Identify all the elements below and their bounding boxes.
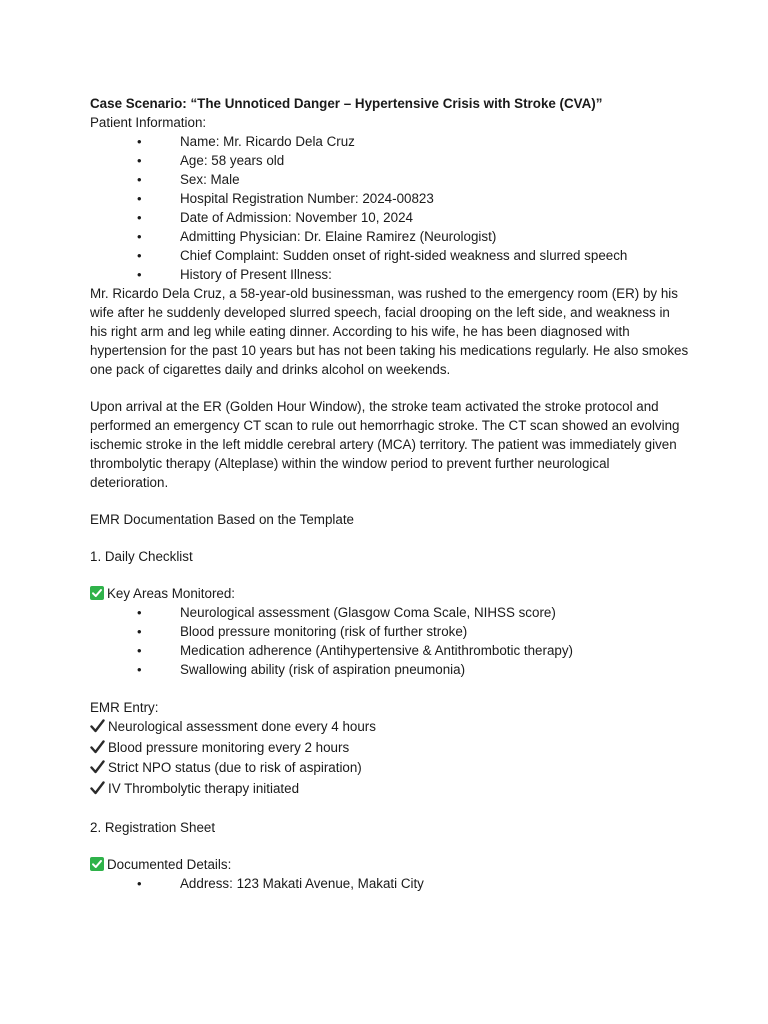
patient-info-heading: Patient Information:: [90, 115, 207, 130]
emr-entry-label: EMR Entry:: [90, 700, 159, 715]
documented-list: [90, 874, 690, 893]
list-item: Blood pressure monitoring every 2 hours: [90, 738, 690, 759]
list-item: • Medication adherence (Antihypertensive & Antithrombotic therapy): [90, 641, 690, 660]
documented-label-row: [90, 855, 690, 874]
key-areas-list: [90, 603, 690, 679]
key-areas-label-row: [90, 584, 690, 603]
list-item: Neurological assessment done every 4 hours: [90, 717, 690, 738]
list-item: • Name: Mr. Ricardo Dela Cruz: [90, 132, 690, 151]
heavy-check-mark-icon: [90, 760, 105, 781]
emr-entry-list: [90, 717, 690, 799]
list-item: • Chief Complaint: Sudden onset of right-sided weakness and slurred speech: [90, 246, 690, 265]
list-item: • Address: 123 Makati Avenue, Makati City: [90, 874, 690, 893]
section1-heading: 1. Daily Checklist: [90, 549, 193, 564]
list-item: • Hospital Registration Number: 2024-00823: [90, 189, 690, 208]
white-check-mark-green-box-icon: [90, 857, 104, 871]
emr-heading: EMR Documentation Based on the Template: [90, 512, 354, 527]
er-paragraph: Upon arrival at the ER (Golden Hour Window), the stroke team activated the stroke protocol and performed an emergency CT scan to rule out hemorrhagic stroke. The CT scan showed an evolving ischemic stroke in the left middle cerebral artery (MCA) territory. The patient was immediately given thrombolytic therapy (Alteplase) within the window period to prevent further neurological deterioration.: [90, 399, 680, 490]
white-check-mark-green-box-icon: [90, 586, 104, 600]
document-content: [90, 94, 690, 893]
list-item: • Sex: Male: [90, 170, 690, 189]
hpi-paragraph: Mr. Ricardo Dela Cruz, a 58-year-old businessman, was rushed to the emergency room (ER) by his wife after he suddenly developed slurred speech, facial drooping on the left side, and weakness in his right arm and leg while eating dinner. According to his wife, he has been diagnosed with hypertension for the past 10 years but has not been taking his medications regularly. He also smokes one pack of cigarettes daily and drinks alcohol on weekends.: [90, 286, 689, 377]
list-item: IV Thrombolytic therapy initiated: [90, 779, 690, 800]
heavy-check-mark-icon: [90, 781, 105, 802]
section2-heading: 2. Registration Sheet: [90, 820, 216, 835]
patient-info-list: [90, 132, 690, 284]
key-areas-label: Key Areas Monitored:: [107, 586, 236, 601]
list-item: • Blood pressure monitoring (risk of further stroke): [90, 622, 690, 641]
list-item: • Admitting Physician: Dr. Elaine Ramirez (Neurologist): [90, 227, 690, 246]
heavy-check-mark-icon: [90, 740, 105, 761]
documented-label: Documented Details:: [107, 857, 232, 872]
list-item: • Swallowing ability (risk of aspiration pneumonia): [90, 660, 690, 679]
list-item: • Date of Admission: November 10, 2024: [90, 208, 690, 227]
case-title: Case Scenario: “The Unnoticed Danger – Hypertensive Crisis with Stroke (CVA)”: [90, 96, 603, 111]
list-item: Strict NPO status (due to risk of aspiration): [90, 758, 690, 779]
list-item: • Neurological assessment (Glasgow Coma Scale, NIHSS score): [90, 603, 690, 622]
list-item: • Age: 58 years old: [90, 151, 690, 170]
list-item: • History of Present Illness:: [90, 265, 690, 284]
heavy-check-mark-icon: [90, 719, 105, 740]
